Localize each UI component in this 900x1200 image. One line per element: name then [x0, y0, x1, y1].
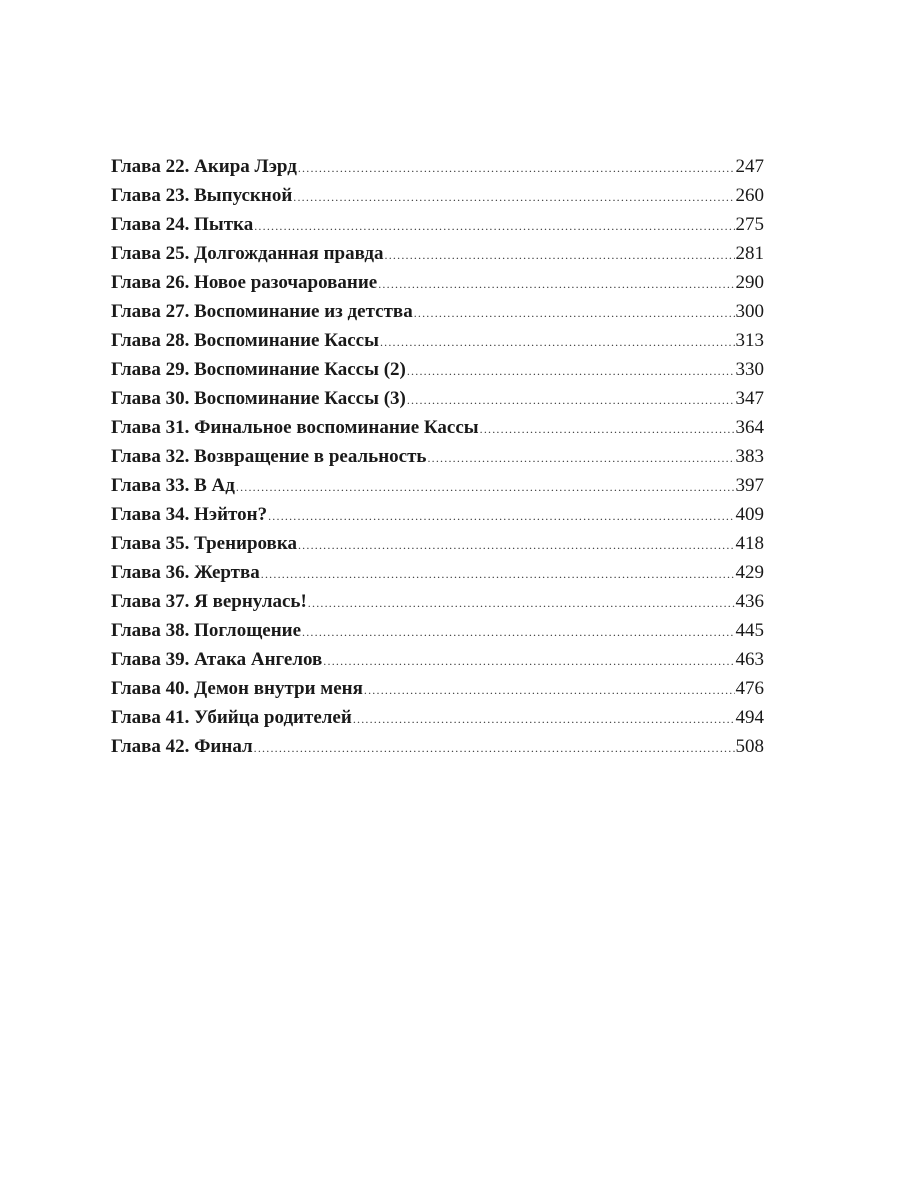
toc-entry[interactable]: [111, 674, 764, 703]
dot-leader: [308, 589, 735, 618]
toc-chapter-title: Глава 38. Поглощение: [111, 620, 302, 641]
toc-entry[interactable]: [111, 297, 764, 326]
toc-page-number: 347: [735, 388, 764, 409]
dot-leader: [254, 212, 734, 241]
toc-entry[interactable]: [111, 442, 764, 471]
toc-page-number: 429: [735, 562, 764, 583]
toc-chapter-title: Глава 25. Долгожданная правда: [111, 243, 384, 264]
toc-chapter-title: Глава 40. Демон внутри меня: [111, 678, 363, 699]
toc-entry[interactable]: [111, 529, 764, 558]
toc-entry[interactable]: [111, 471, 764, 500]
toc-page-number: 260: [735, 185, 764, 206]
toc-page-number: 494: [735, 707, 764, 728]
toc-page-number: 300: [735, 301, 764, 322]
toc-chapter-title: Глава 32. Возвращение в реальность: [111, 446, 427, 467]
toc-page-number: 364: [735, 417, 764, 438]
toc-chapter-title: Глава 34. Нэйтон?: [111, 504, 268, 525]
toc-page-number: 397: [735, 475, 764, 496]
dot-leader: [385, 241, 735, 270]
toc-entry[interactable]: [111, 181, 764, 210]
toc-page-number: 409: [735, 504, 764, 525]
toc-entry[interactable]: [111, 645, 764, 674]
toc-chapter-title: Глава 37. Я вернулась!: [111, 591, 307, 612]
toc-page-number: 508: [735, 736, 764, 757]
toc-chapter-title: Глава 29. Воспоминание Кассы (2): [111, 359, 406, 380]
toc-entry[interactable]: [111, 413, 764, 442]
toc-chapter-title: Глава 36. Жертва: [111, 562, 260, 583]
dot-leader: [353, 705, 735, 734]
toc-entry[interactable]: [111, 500, 764, 529]
toc-chapter-title: Глава 22. Акира Лэрд: [111, 156, 297, 177]
toc-page-number: 290: [735, 272, 764, 293]
toc-chapter-title: Глава 31. Финальное воспоминание Кассы: [111, 417, 479, 438]
toc-page-number: 330: [735, 359, 764, 380]
toc-page-number: 476: [735, 678, 764, 699]
dot-leader: [364, 676, 735, 705]
dot-leader: [407, 357, 735, 386]
toc-chapter-title: Глава 27. Воспоминание из детства: [111, 301, 413, 322]
dot-leader: [427, 444, 734, 473]
toc-entry[interactable]: [111, 239, 764, 268]
dot-leader: [302, 618, 734, 647]
toc-chapter-title: Глава 41. Убийца родителей: [111, 707, 352, 728]
dot-leader: [323, 647, 734, 676]
dot-leader: [298, 154, 735, 183]
dot-leader: [268, 502, 734, 531]
dot-leader: [298, 531, 735, 560]
toc-entry[interactable]: [111, 703, 764, 732]
dot-leader: [236, 473, 735, 502]
toc-page-number: 418: [735, 533, 764, 554]
dot-leader: [378, 270, 734, 299]
dot-leader: [480, 415, 735, 444]
dot-leader: [254, 734, 735, 763]
toc-page-number: 383: [735, 446, 764, 467]
toc-page-number: 436: [735, 591, 764, 612]
toc-page-number: 445: [735, 620, 764, 641]
dot-leader: [414, 299, 735, 328]
dot-leader: [261, 560, 735, 589]
table-of-contents: [111, 152, 764, 761]
toc-chapter-title: Глава 35. Тренировка: [111, 533, 297, 554]
dot-leader: [380, 328, 735, 357]
toc-entry[interactable]: [111, 587, 764, 616]
toc-chapter-title: Глава 42. Финал: [111, 736, 253, 757]
toc-entry[interactable]: [111, 616, 764, 645]
toc-chapter-title: Глава 28. Воспоминание Кассы: [111, 330, 379, 351]
toc-page-number: 275: [735, 214, 764, 235]
toc-chapter-title: Глава 33. В Ад: [111, 475, 235, 496]
toc-entry[interactable]: [111, 355, 764, 384]
toc-entry[interactable]: [111, 152, 764, 181]
toc-page-number: 313: [735, 330, 764, 351]
dot-leader: [293, 183, 734, 212]
toc-chapter-title: Глава 23. Выпускной: [111, 185, 293, 206]
toc-chapter-title: Глава 39. Атака Ангелов: [111, 649, 323, 670]
toc-chapter-title: Глава 30. Воспоминание Кассы (3): [111, 388, 406, 409]
toc-entry[interactable]: [111, 384, 764, 413]
toc-page-number: 463: [735, 649, 764, 670]
toc-entry[interactable]: [111, 210, 764, 239]
toc-entry[interactable]: [111, 268, 764, 297]
toc-chapter-title: Глава 26. Новое разочарование: [111, 272, 378, 293]
toc-entry[interactable]: [111, 732, 764, 761]
dot-leader: [407, 386, 735, 415]
toc-entry[interactable]: [111, 558, 764, 587]
toc-entry[interactable]: [111, 326, 764, 355]
toc-chapter-title: Глава 24. Пытка: [111, 214, 254, 235]
toc-page-number: 247: [735, 156, 764, 177]
toc-page-number: 281: [735, 243, 764, 264]
